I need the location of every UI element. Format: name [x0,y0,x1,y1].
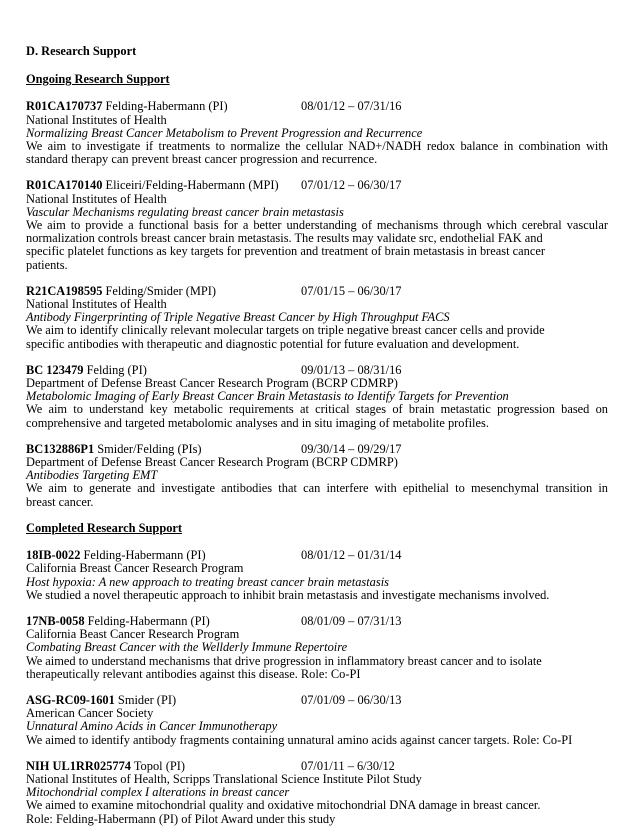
grant-desc-line: specific platelet functions as key targets for prevention and treatment of brain metastasis in breast cancer [26,244,545,259]
grant-pi: Felding (PI) [86,362,147,377]
grant-desc-line: comprehensive and targeted metabolomic analyses and in situ imaging of metabolite profiles. [26,415,489,430]
grant-dates: 09/30/14 – 09/29/17 [301,441,402,456]
grant-title: Normalizing Breast Cancer Metabolism to Prevent Progression and Recurrence [26,125,423,140]
grant-agency: California Breast Cancer Research Program [26,561,244,576]
grant-id: 17NB-0058 [26,613,85,628]
grant-pi: Smider/Felding (PIs) [97,441,202,456]
grant-header [26,285,612,298]
grant-agency: California Beast Cancer Research Program [26,627,240,642]
grant-entry [26,694,612,747]
grant-title: Vascular Mechanisms regulating breast cancer brain metastasis [26,204,344,219]
grant-id: BC132886P1 [26,441,95,456]
grant-id: NIH UL1RR025774 [26,758,131,773]
grant-id: R21CA198595 [26,283,103,298]
grant-desc-line: specific antibodies with therapeutic and diagnostic potential for future evaluation and development. [26,336,520,351]
grant-desc-line: Role: Felding-Habermann (PI) of Pilot Award under this study [26,811,336,826]
grant-desc-line: We aim to generate and investigate antibodies that can interfere with epithelial to mesenchymal transition in [26,481,608,496]
grant-agency: Department of Defense Breast Cancer Research Program (BCRP CDMRP) [26,455,398,470]
grant-desc-line: We aim to identify clinically relevant molecular targets on triple negative breast cancer cells and provide [26,323,545,338]
grant-header [26,364,612,377]
grant-entry [26,179,612,271]
grant-id: R01CA170737 [26,99,103,114]
section-title: D. Research Support [26,44,137,58]
grant-id: 18IB-0022 [26,548,81,563]
grant-agency: National Institutes of Health, Scripps Translational Science Institute Pilot Study [26,771,422,786]
grant-header [26,615,612,628]
grant-agency: Department of Defense Breast Cancer Research Program (BCRP CDMRP) [26,376,398,391]
grant-pi: Eliceiri/Felding-Habermann (MPI) [105,178,279,193]
grant-agency: National Institutes of Health [26,112,167,127]
grant-id: ASG-RC09-1601 [26,692,115,707]
grant-dates: 08/01/12 – 07/31/16 [301,99,402,114]
grant-desc-line: patients. [26,257,68,272]
grant-dates: 07/01/09 – 06/30/13 [301,692,402,707]
grant-desc-line: We aimed to understand mechanisms that drive progression in inflammatory breast cancer and to isolate [26,653,542,668]
grant-title: Host hypoxia: A new approach to treating breast cancer brain metastasis [26,574,389,589]
grant-pi: Felding-Habermann (PI) [83,548,206,563]
grant-entry [26,285,612,351]
grant-desc-line: We aim to understand key metabolic requirements at critical stages of brain metastatic progression based on [26,402,608,417]
grant-entry [26,364,612,430]
grant-entry [26,549,612,602]
grant-desc-line: breast cancer. [26,494,94,509]
grant-header [26,694,612,707]
grant-header [26,100,612,113]
ongoing-heading: Ongoing Research Support [26,72,170,87]
grant-pi: Topol (PI) [133,758,185,773]
grant-dates: 07/01/12 – 06/30/17 [301,178,402,193]
grant-agency: National Institutes of Health [26,297,167,312]
grant-desc-line: We aimed to identify antibody fragments containing unnatural amino acids against cancer targets. Role: Co-PI [26,732,573,747]
grant-pi: Felding/Smider (MPI) [105,283,217,298]
grant-title: Combating Breast Cancer with the Wellderly Immune Repertoire [26,640,348,655]
grant-title: Metabolomic Imaging of Early Breast Cancer Brain Metastasis to Identify Targets for Prevention [26,389,509,404]
grant-pi: Smider (PI) [117,692,177,707]
grant-pi: Felding-Habermann (PI) [87,613,210,628]
grant-entry [26,443,612,509]
grant-dates: 07/01/15 – 06/30/17 [301,283,402,298]
grant-dates: 08/01/09 – 07/31/13 [301,613,402,628]
grant-pi: Felding-Habermann (PI) [105,99,228,114]
grant-desc-line: standard therapy can prevent breast cancer progression and recurrence. [26,152,378,167]
grant-desc-line: We aimed to examine mitochondrial quality and oxidative mitochondrial DNA damage in breast cancer. [26,798,541,813]
grant-header [26,549,612,562]
grant-header [26,179,612,192]
grant-title: Antibodies Targeting EMT [26,468,158,483]
grant-agency: American Cancer Society [26,706,154,721]
grant-desc-line: normalization controls breast cancer brain metastasis. The results may validate src, endothelial FAK and [26,231,543,246]
completed-heading: Completed Research Support [26,520,183,535]
grant-desc-line: therapeutically relevant antibodies against this disease. Role: Co-PI [26,666,361,681]
grant-id: BC 123479 [26,362,84,377]
grant-header [26,760,612,773]
grant-header [26,443,612,456]
grant-id: R01CA170140 [26,178,103,193]
grant-title: Antibody Fingerprinting of Triple Negative Breast Cancer by High Throughput FACS [26,310,450,325]
grant-desc-line: We aim to provide a functional basis for a better understanding of mechanisms through which cerebral vascular [26,218,608,233]
grant-desc-line: We studied a novel therapeutic approach to inhibit brain metastasis and investigate mechanisms involved. [26,587,550,602]
grant-entry [26,100,612,166]
grant-dates: 07/01/11 – 6/30/12 [301,758,395,773]
grant-entry [26,615,612,681]
grant-title: Mitochondrial complex I alterations in breast cancer [26,785,290,800]
grant-dates: 08/01/12 – 01/31/14 [301,548,402,563]
grant-agency: National Institutes of Health [26,191,167,206]
grant-dates: 09/01/13 – 08/31/16 [301,362,402,377]
grant-entry [26,760,612,826]
grant-title: Unnatural Amino Acids in Cancer Immunotherapy [26,719,278,734]
grant-desc-line: We aim to investigate if treatments to normalize the cellular NAD+/NADH redox balance in combination with [26,139,608,154]
